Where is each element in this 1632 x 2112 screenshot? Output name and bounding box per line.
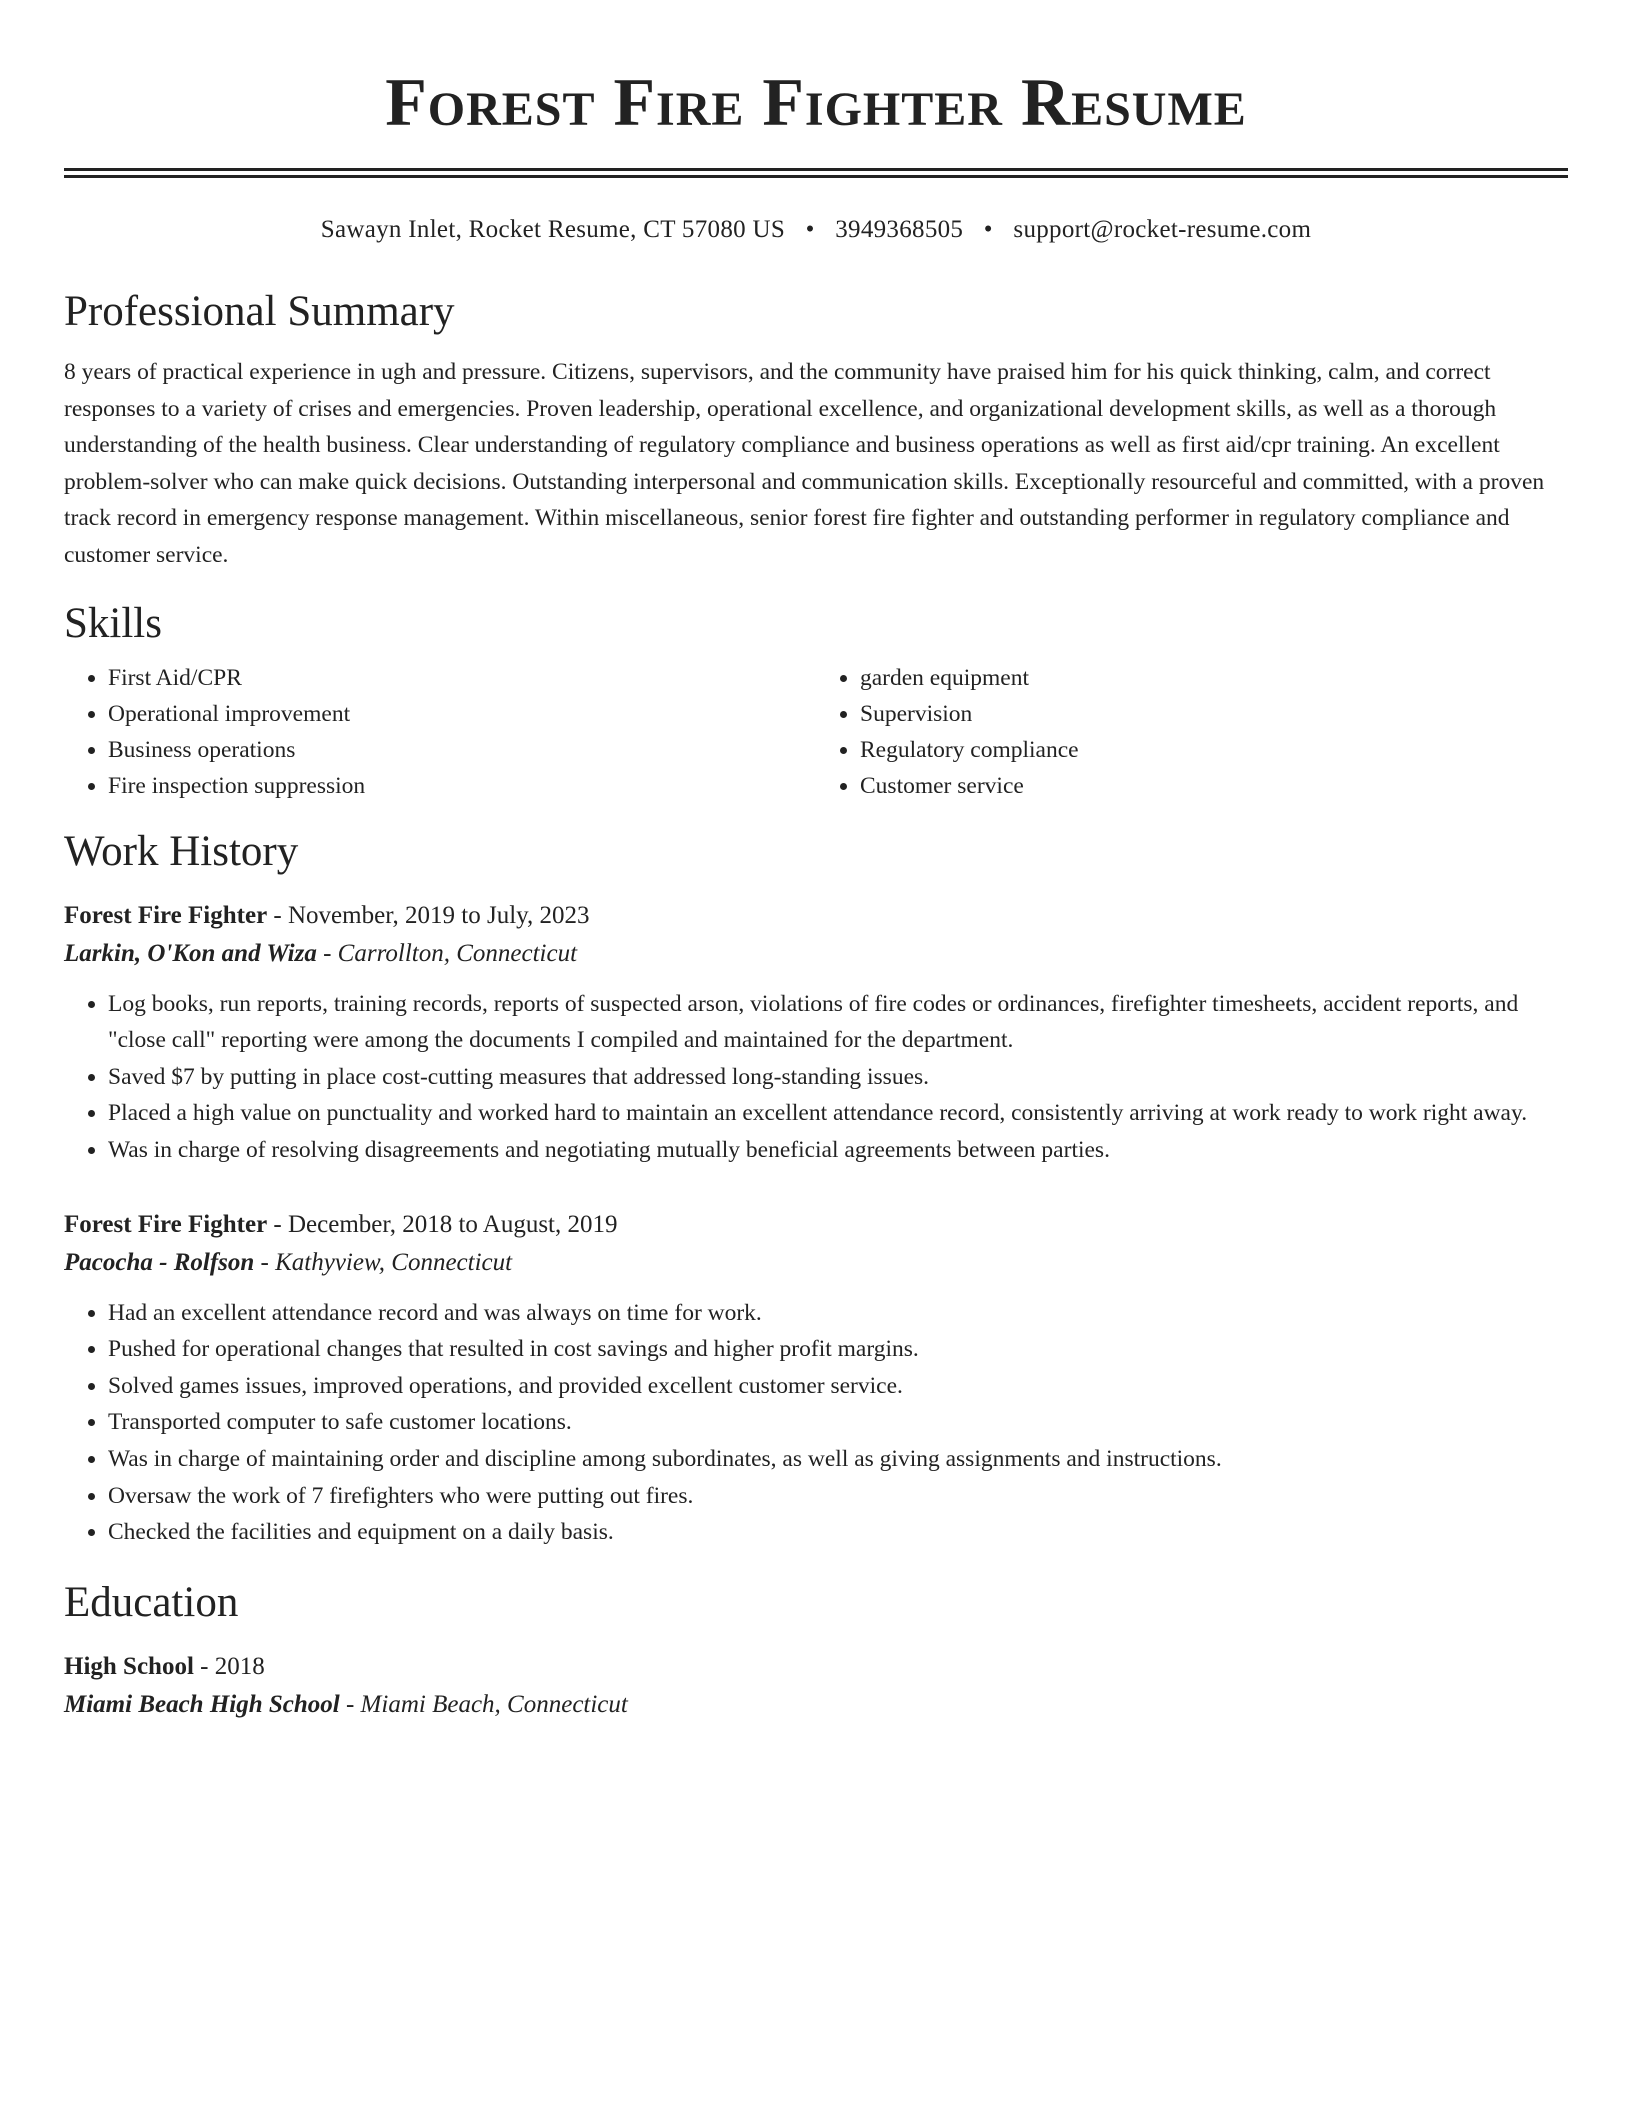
job-employer (64, 1243, 1568, 1283)
skill-item: • Supervision (860, 696, 1568, 732)
job-title: Forest Fire Fighter (64, 901, 268, 929)
job-bullet: • Had an excellent attendance record and was always on time for work. (108, 1295, 1568, 1332)
job-entry (64, 898, 1568, 1169)
job-company: Pacocha - Rolfson (64, 1248, 255, 1276)
education-location: - Miami Beach, Connecticut (339, 1690, 628, 1718)
job-employer (64, 934, 1568, 974)
education-entry (64, 1649, 1568, 1725)
contact-phone: 3949368505 (835, 216, 964, 243)
job-bullet: • Pushed for operational changes that resulted in cost savings and higher profit margins. (108, 1331, 1568, 1368)
job-bullets (64, 986, 1568, 1169)
job-bullet: • Solved games issues, improved operations, and provided excellent customer service. (108, 1368, 1568, 1405)
job-bullet: • Checked the facilities and equipment on a daily basis. (108, 1514, 1568, 1551)
summary-text: 8 years of practical experience in ugh and pressure. Citizens, supervisors, and the community have praised him for his quick thinking, calm, and correct responses to a variety of crises and emergencies. Proven leadership, operational excellence, and organizational development skills, as well as a thorough understanding of the health business. Clear understanding of regulatory compliance and business operations as well as first aid/cpr training. An excellent problem-solver who can make quick decisions. Outstanding interpersonal and communication skills. Exceptionally resourceful and committed, with a proven track record in emergency response management. Within miscellaneous, senior forest fire fighter and outstanding performer in regulatory compliance and customer service. (64, 359, 1545, 568)
job-entry (64, 1207, 1568, 1551)
job-bullet: • Saved $7 by putting in place cost-cutting measures that addressed long-standing issues. (108, 1059, 1568, 1096)
skills-heading: Skills (64, 599, 162, 647)
education-year: - 2018 (193, 1652, 265, 1680)
contact-separator: • (983, 216, 993, 243)
job-location: - Carrollton, Connecticut (316, 939, 578, 967)
skills-list (64, 660, 1568, 804)
summary-heading: Professional Summary (64, 288, 455, 335)
job-title: Forest Fire Fighter (64, 1210, 268, 1238)
contact-email: support@rocket-resume.com (1013, 216, 1312, 243)
job-bullet: • Oversaw the work of 7 firefighters who were putting out fires. (108, 1478, 1568, 1515)
contact-address: Sawayn Inlet, Rocket Resume, CT 57080 US (320, 216, 786, 243)
skill-item: • Business operations (108, 732, 816, 768)
job-bullets (64, 1295, 1568, 1551)
skills-column-right (816, 660, 1568, 804)
contact-separator: • (805, 216, 815, 243)
skill-item: • garden equipment (860, 660, 1568, 696)
education-heading: Education (64, 1578, 239, 1626)
job-bullet: • Transported computer to safe customer locations. (108, 1404, 1568, 1441)
education-school: Miami Beach High School (64, 1690, 340, 1718)
job-bullet: • Log books, run reports, training records, reports of suspected arson, violations of fire codes or ordinances, firefighter timesheets, accident reports, and "close call" reporting were among the documents I compiled and maintained for the department. (108, 986, 1568, 1059)
job-header (64, 1207, 1568, 1243)
job-bullet: • Was in charge of maintaining order and discipline among subordinates, as well as giving assignments and instructions. (108, 1441, 1568, 1478)
skill-item: • First Aid/CPR (108, 660, 816, 696)
contact-line (64, 214, 1568, 246)
work-history-heading: Work History (64, 827, 299, 875)
skills-column-left (64, 660, 816, 804)
skill-item: • Regulatory compliance (860, 732, 1568, 768)
skill-item: • Customer service (860, 768, 1568, 804)
skill-item: • Operational improvement (108, 696, 816, 732)
job-dates: - December, 2018 to August, 2019 (267, 1210, 618, 1238)
education-header (64, 1649, 1568, 1685)
job-dates: - November, 2019 to July, 2023 (267, 901, 590, 929)
resume-title: Forest Fire Fighter Resume (385, 64, 1247, 140)
title-double-rule (64, 168, 1568, 178)
job-location: - Kathyview, Connecticut (254, 1248, 513, 1276)
job-header (64, 898, 1568, 934)
job-bullet: • Placed a high value on punctuality and worked hard to maintain an excellent attendance record, consistently arriving at work ready to work right away. (108, 1095, 1568, 1132)
job-bullet: • Was in charge of resolving disagreements and negotiating mutually beneficial agreements between parties. (108, 1132, 1568, 1169)
education-institution (64, 1685, 1568, 1725)
job-company: Larkin, O'Kon and Wiza (64, 939, 317, 967)
skill-item: • Fire inspection suppression (108, 768, 816, 804)
education-degree: High School (64, 1652, 194, 1680)
